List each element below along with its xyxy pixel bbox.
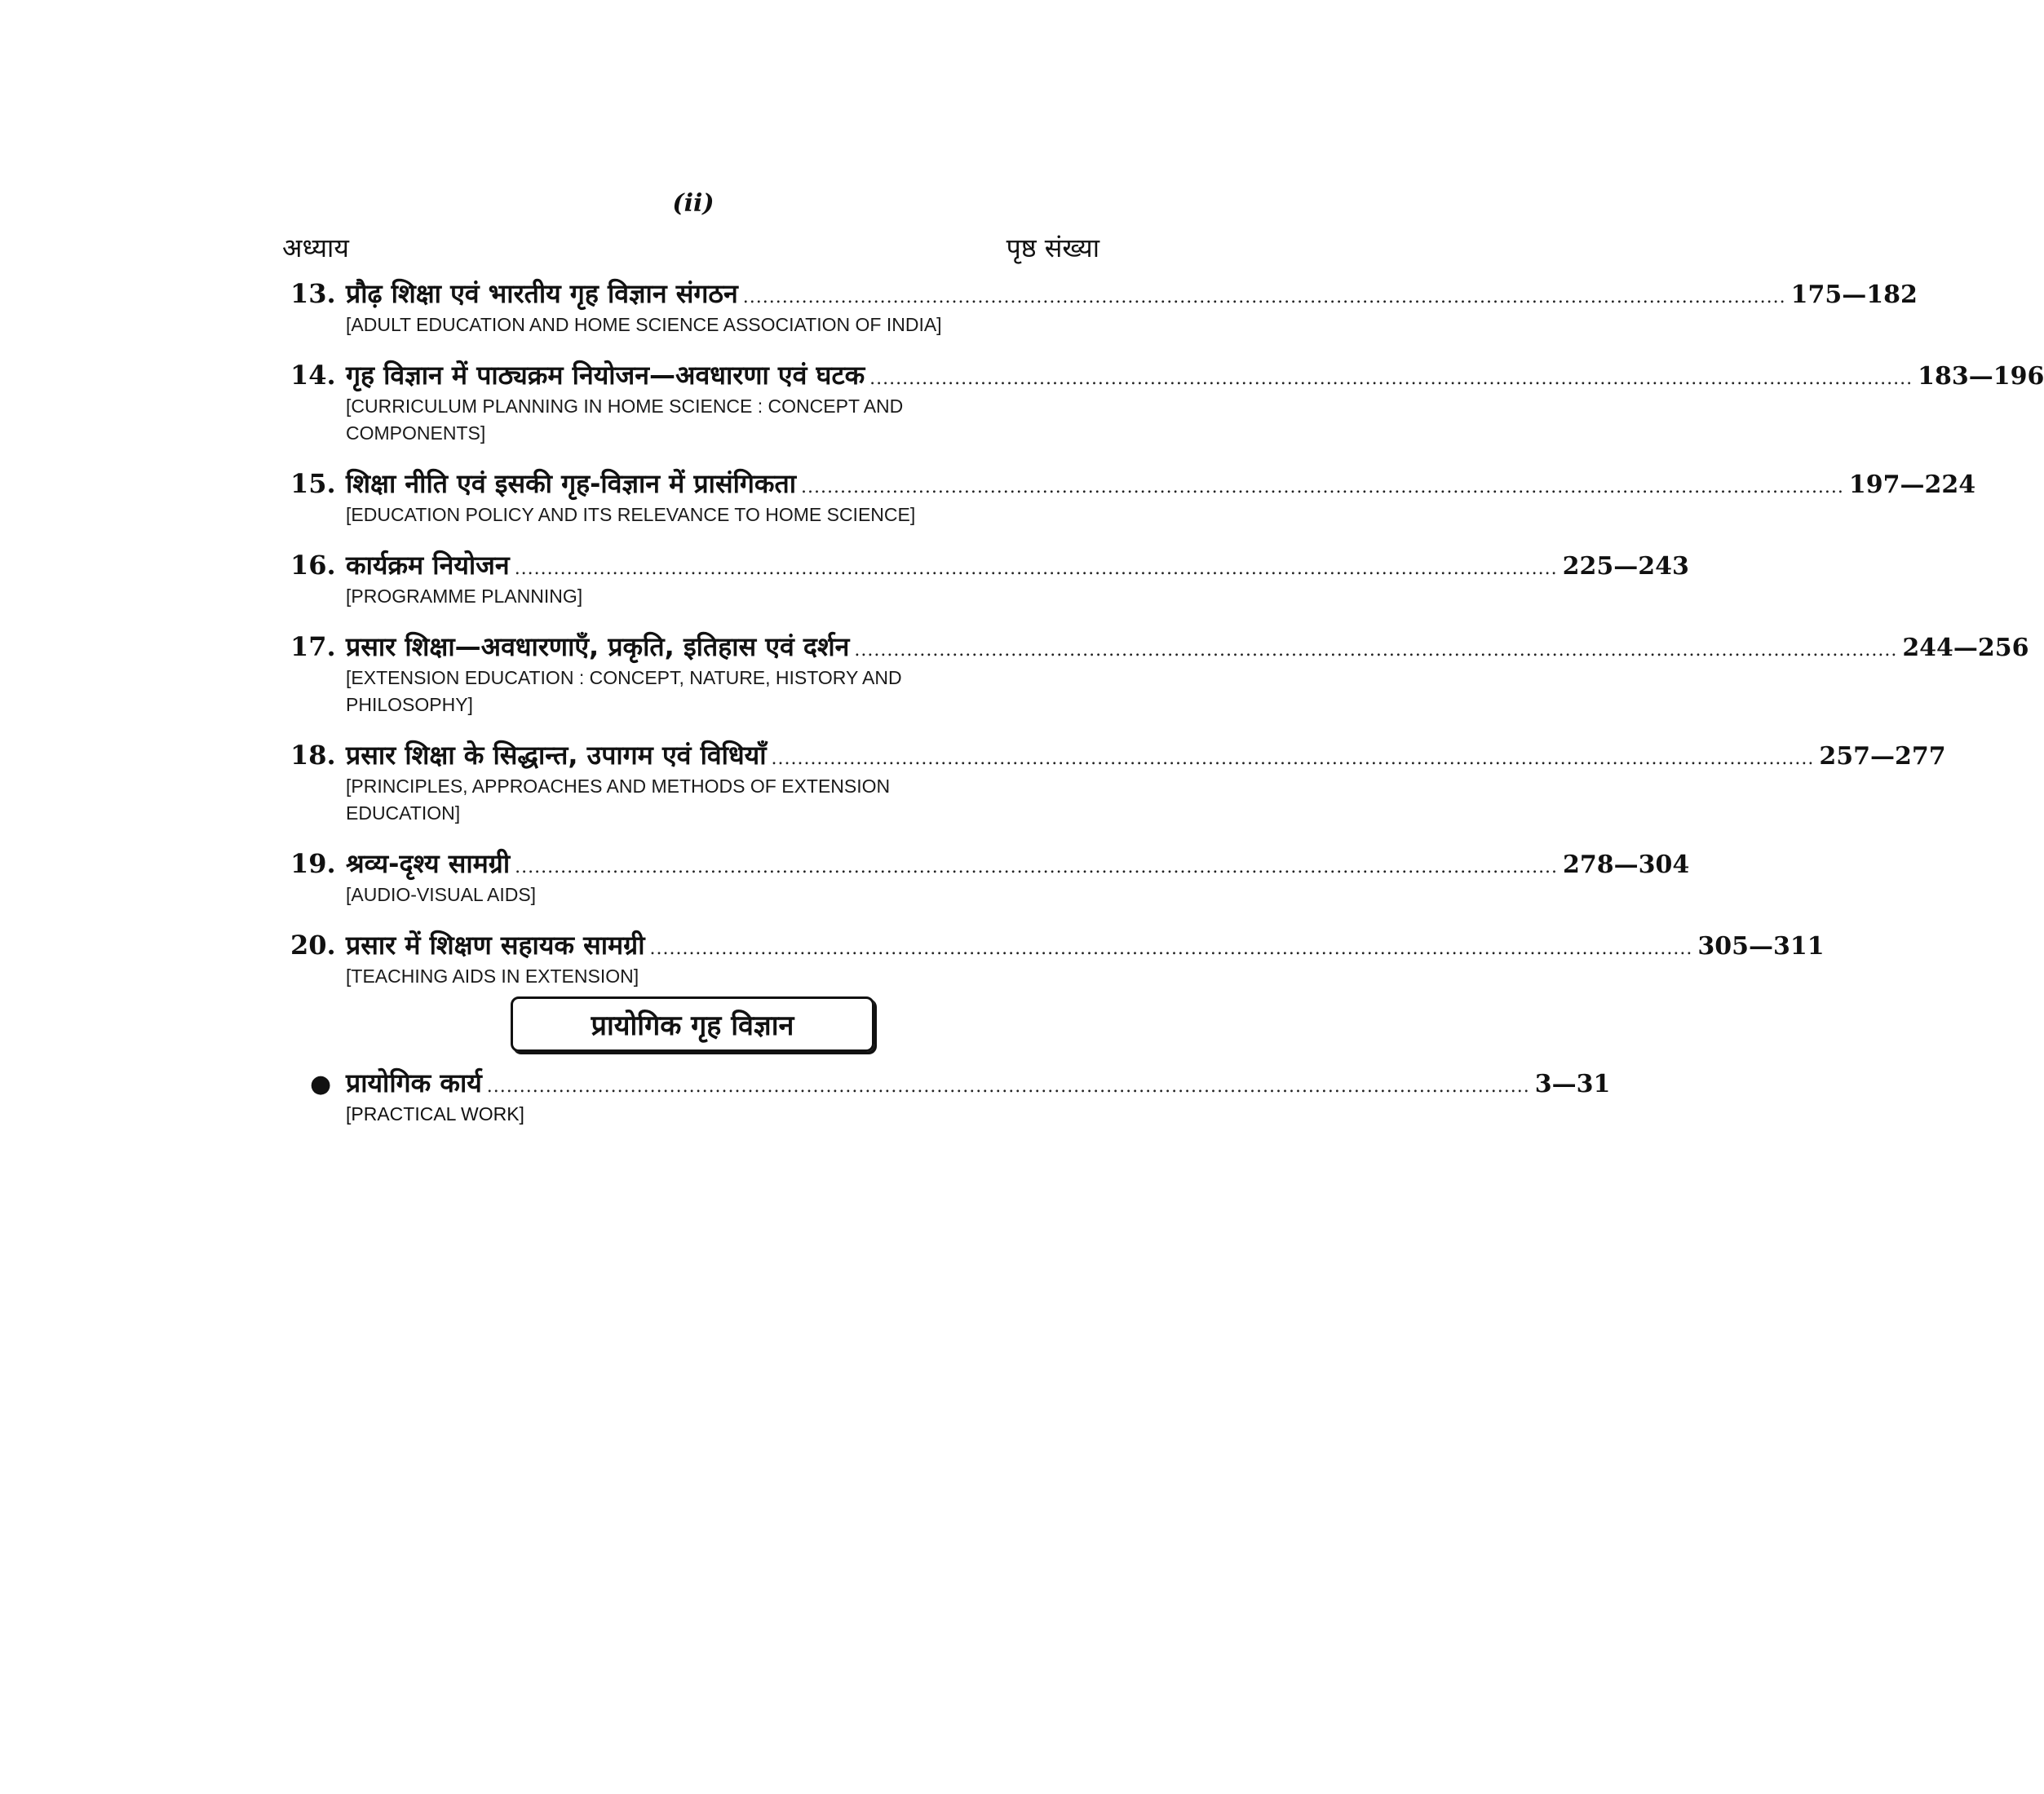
chapter-subtitle: [ADULT EDUCATION AND HOME SCIENCE ASSOCIATION OF INDIA] xyxy=(346,314,942,335)
page-range: 225—243 xyxy=(1562,552,1689,581)
chapter-subtitle: [TEACHING AIDS IN EXTENSION] xyxy=(346,965,639,987)
page-number: (ii) xyxy=(672,189,715,218)
page-range: 244—256 xyxy=(1902,634,2029,662)
chapter-title: शिक्षा नीति एवं इसकी गृह-विज्ञान में प्रासंगिकता xyxy=(346,468,796,499)
chapter-title: प्रसार शिक्षा के सिद्धान्त, उपागम एवं विधियाँ xyxy=(346,740,767,771)
chapter-number: 14. xyxy=(290,360,336,391)
dot-leader: ................................................................................................................................................................ xyxy=(854,640,1898,661)
toc-entry-14[interactable] xyxy=(290,357,2044,447)
page-range: 305—311 xyxy=(1697,932,1825,961)
page-range: 3—31 xyxy=(1534,1070,1611,1098)
page-range: 278—304 xyxy=(1563,851,1690,879)
page-range: 175—182 xyxy=(1790,281,1918,309)
section-heading: प्रायोगिक गृह विज्ञान xyxy=(511,996,874,1052)
chapter-subtitle: [PRINCIPLES, APPROACHES AND METHODS OF EXTENSION EDUCATION] xyxy=(346,775,891,824)
page-range: 197—224 xyxy=(1848,471,1976,499)
toc-entry-practical[interactable] xyxy=(310,1065,1611,1128)
chapter-number: 16. xyxy=(290,550,336,581)
chapter-subtitle: [EDUCATION POLICY AND ITS RELEVANCE TO HOME SCIENCE] xyxy=(346,504,916,525)
chapter-number: 15. xyxy=(290,468,336,499)
chapter-title: प्रसार शिक्षा—अवधारणाएँ, प्रकृति, इतिहास एवं दर्शन xyxy=(346,631,850,662)
chapter-number: 20. xyxy=(290,930,336,961)
chapter-subtitle: [CURRICULUM PLANNING IN HOME SCIENCE : CONCEPT AND COMPONENTS] xyxy=(346,395,904,444)
chapter-title: प्रसार में शिक्षण सहायक सामग्री xyxy=(346,930,645,961)
chapter-number: 18. xyxy=(290,740,336,771)
table-of-contents xyxy=(290,276,2044,1009)
page-range: 257—277 xyxy=(1819,742,1946,771)
toc-entry-18[interactable] xyxy=(290,737,1946,827)
chapter-title: प्रौढ़ शिक्षा एवं भारतीय गृह विज्ञान संगठन xyxy=(346,278,738,309)
chapter-subtitle: [PROGRAMME PLANNING] xyxy=(346,585,583,607)
chapter-title: श्रव्य-दृश्य सामग्री xyxy=(346,848,511,879)
dot-leader: ................................................................................................................................................................ xyxy=(801,477,1844,497)
chapter-number: 13. xyxy=(290,278,336,309)
toc-entry-13[interactable] xyxy=(290,276,1918,338)
chapter-number: 19. xyxy=(290,848,336,879)
bullet-icon: ● xyxy=(310,1070,332,1098)
dot-leader: ................................................................................................................................................................ xyxy=(514,559,1558,579)
dot-leader: ................................................................................................................................................................ xyxy=(649,939,1693,959)
chapter-title: गृह विज्ञान में पाठ्यक्रम नियोजन—अवधारणा एवं घटक xyxy=(346,360,865,391)
practical-subtitle: [PRACTICAL WORK] xyxy=(346,1103,524,1125)
toc-entry-16[interactable] xyxy=(290,547,1689,610)
chapter-number: 17. xyxy=(290,631,336,662)
chapter-title: कार्यक्रम नियोजन xyxy=(346,550,510,581)
practical-title: प्रायोगिक कार्य xyxy=(346,1067,482,1098)
dot-leader: ................................................................................................................................................................ xyxy=(771,749,1815,769)
dot-leader: ................................................................................................................................................................ xyxy=(486,1076,1530,1097)
chapter-subtitle: [EXTENSION EDUCATION : CONCEPT, NATURE, HISTORY AND PHILOSOPHY] xyxy=(346,667,902,715)
page-column-header: पृष्ठ संख्या xyxy=(1006,232,1099,263)
toc-entry-20[interactable] xyxy=(290,927,1825,990)
toc-entry-15[interactable] xyxy=(290,466,1976,528)
dot-leader: ................................................................................................................................................................ xyxy=(869,369,1913,389)
toc-entry-19[interactable] xyxy=(290,846,1690,908)
page-range: 183—196 xyxy=(1918,362,2044,391)
chapter-subtitle: [AUDIO-VISUAL AIDS] xyxy=(346,884,537,905)
dot-leader: ................................................................................................................................................................ xyxy=(742,287,1786,307)
chapter-column-header: अध्याय xyxy=(282,232,349,263)
dot-leader: ................................................................................................................................................................ xyxy=(515,857,1559,877)
toc-entry-17[interactable] xyxy=(290,629,2029,718)
